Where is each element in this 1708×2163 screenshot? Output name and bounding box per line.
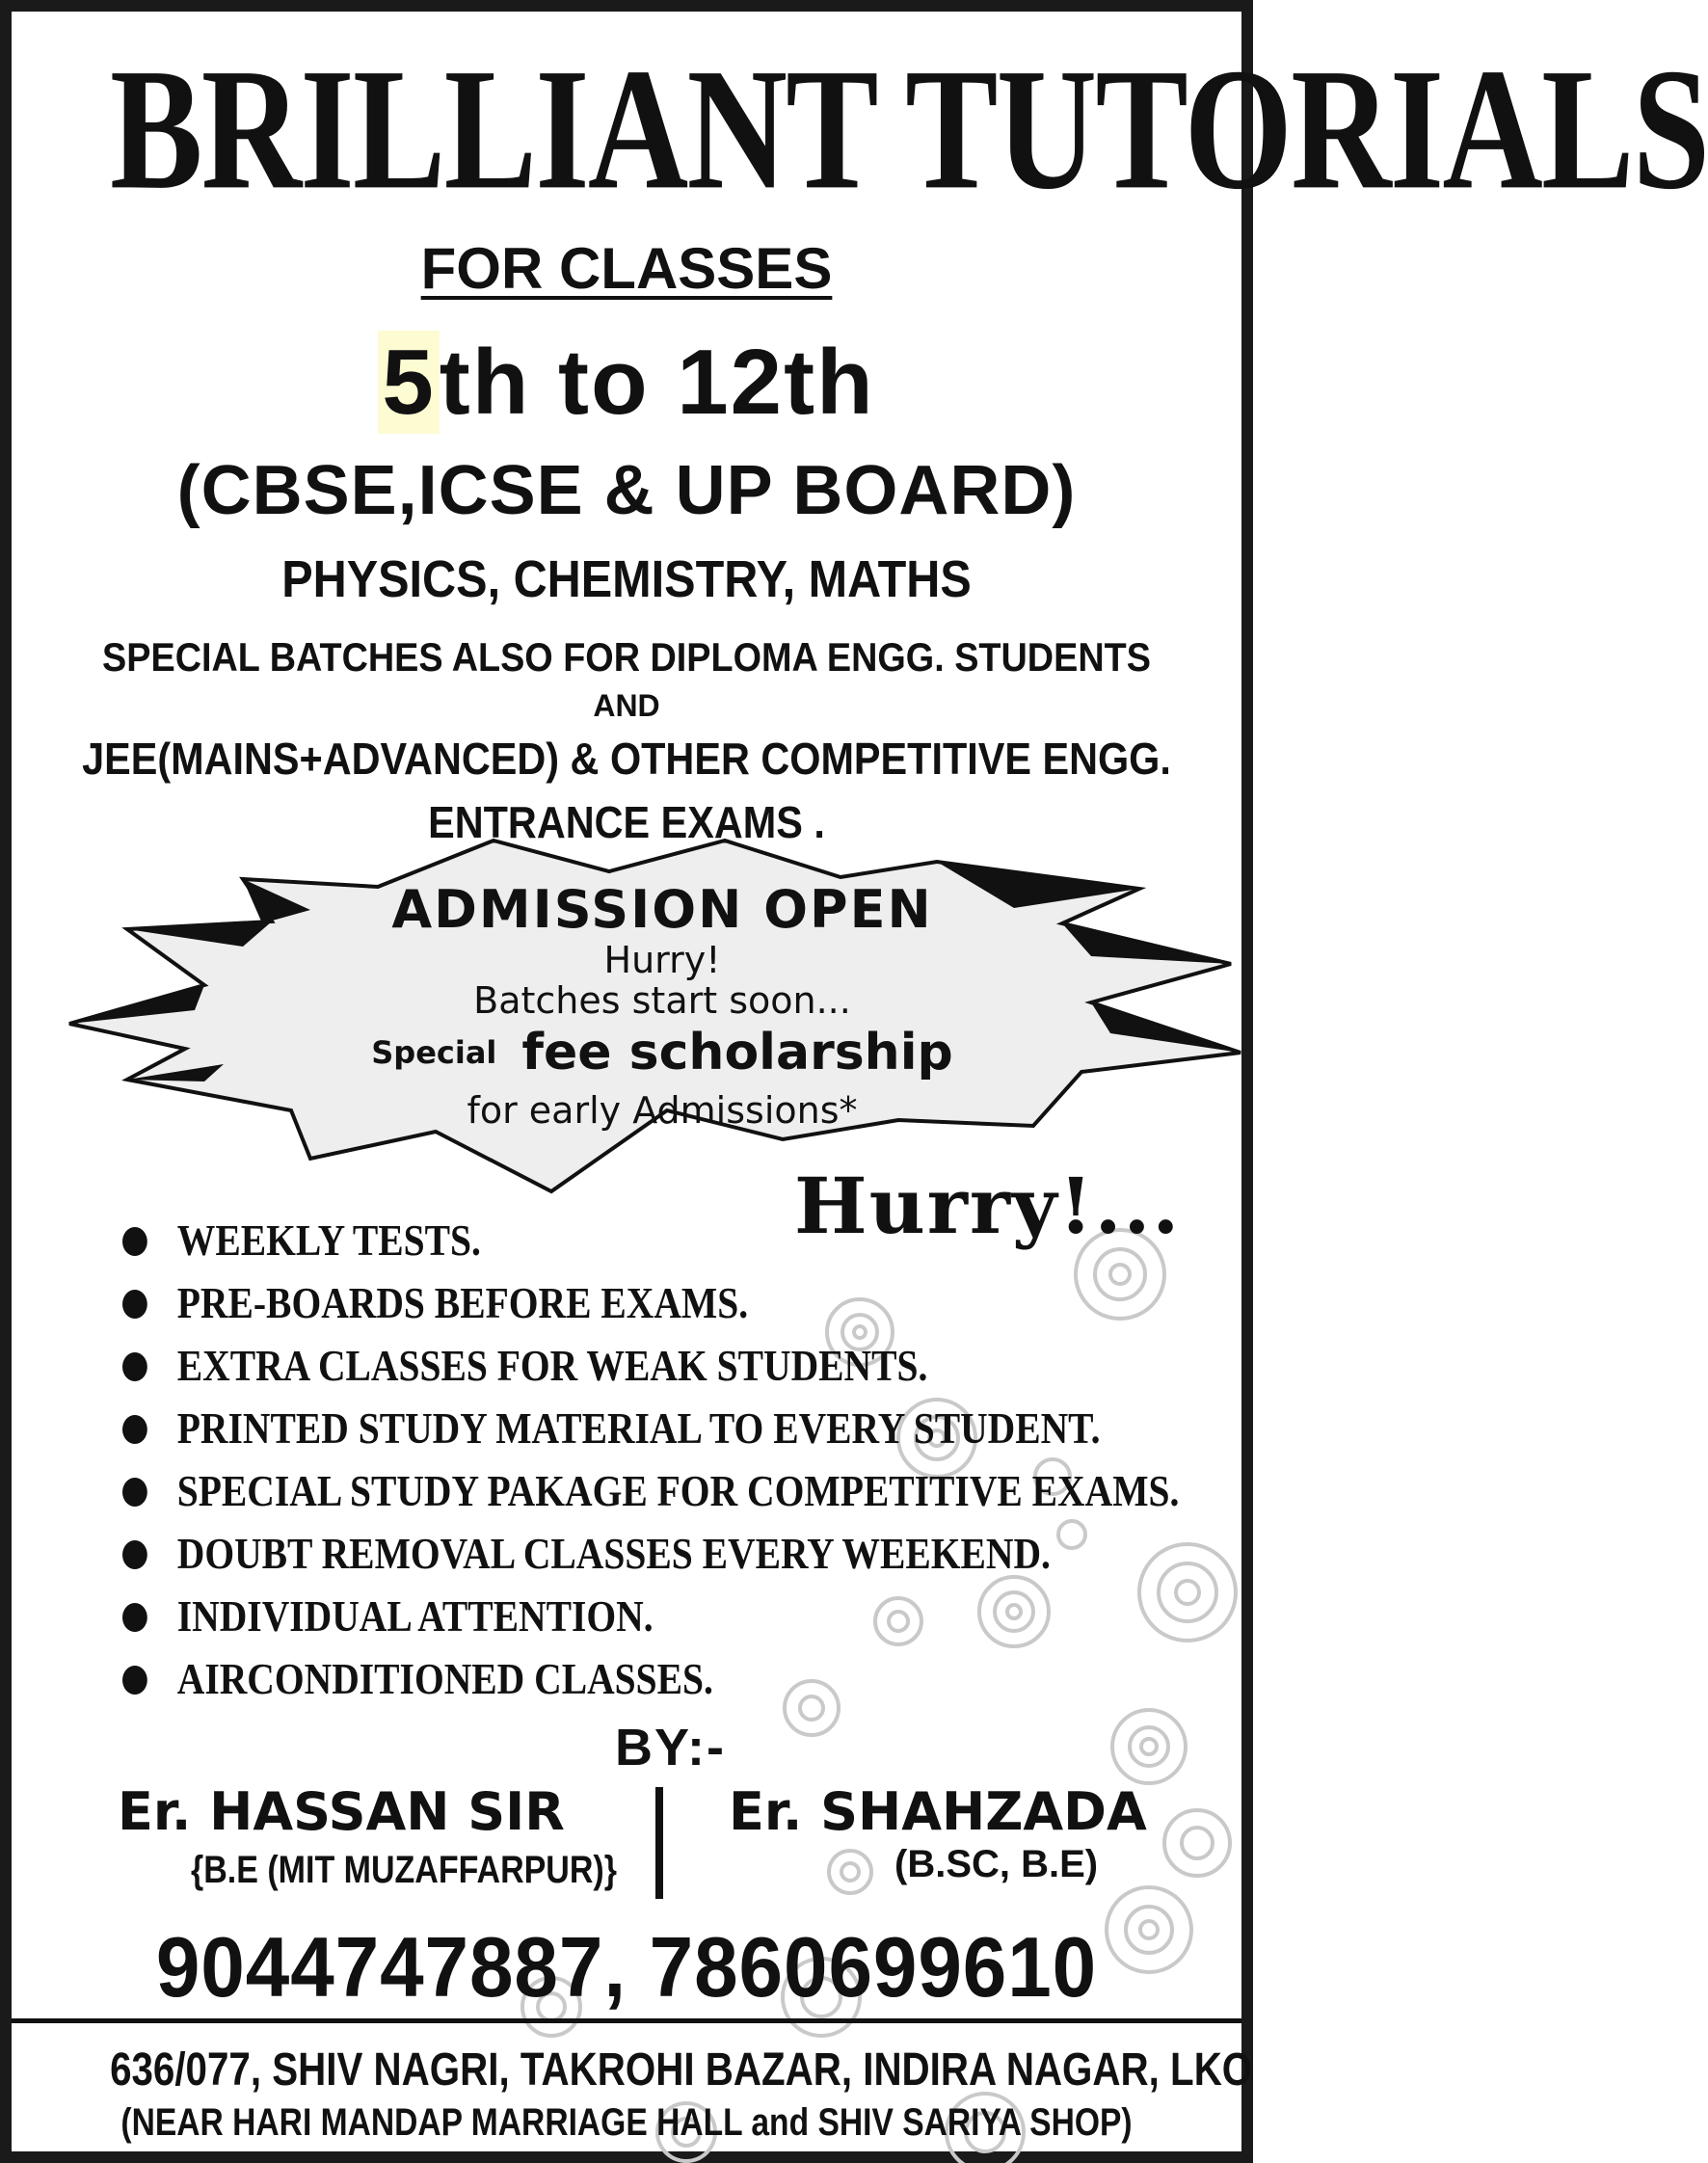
brand-title: BRILLIANT TUTORIALS [110,33,1708,227]
classes-range-rest: th to 12th [439,331,875,434]
admission-heading: ADMISSION OPEN [391,879,933,940]
jee-line: JEE(MAINS+ADVANCED) & OTHER COMPETITIVE ENGG. [82,734,1171,784]
for-classes-heading: FOR CLASSES [420,236,833,301]
scholarship-line [253,1024,1072,1082]
list-item: PRE-BOARDS BEFORE EXAMS. [122,1276,1179,1339]
hurry-callout: Hurry!... [794,1161,1182,1251]
list-item: PRINTED STUDY MATERIAL TO EVERY STUDENT. [122,1402,1179,1464]
batches-start-text: Batches start soon... [473,979,851,1022]
bullet-icon [122,1352,147,1381]
phone-numbers: 9044747887, 7860699610 [155,1919,1098,2015]
fee-scholarship-text: fee scholarship [521,1024,953,1082]
special-word: Special [371,1034,497,1071]
teacher-name-shahzada: Er. SHAHZADA [729,1781,1147,1842]
address-line-1: 636/077, SHIV NAGRI, TAKROHI BAZAR, INDIRA NAGAR, LKO [110,2044,1253,2096]
teacher-name-hassan: Er. HASSAN SIR [118,1781,565,1842]
special-batches-line: SPECIAL BATCHES ALSO FOR DIPLOMA ENGG. STUDENTS [102,634,1151,680]
list-item: EXTRA CLASSES FOR WEAK STUDENTS. [122,1339,1179,1402]
bullet-icon [122,1540,147,1569]
bullet-icon [122,1603,147,1632]
by-label: BY:- [615,1719,726,1776]
early-admissions-text: for early Admissions* [467,1089,858,1132]
and-word: AND [593,688,660,723]
bullet-icon [122,1666,147,1695]
bullet-icon [122,1478,147,1507]
teacher-qualification-hassan: {B.E (MIT MUZAFFARPUR)} [191,1849,617,1891]
teacher-divider [655,1787,663,1899]
admission-hurry: Hurry! [603,939,721,981]
footer-divider [12,2018,1241,2023]
list-item: AIRCONDITIONED CLASSES. [122,1652,1179,1715]
features-list [122,1214,1351,1715]
list-item: SPECIAL STUDY PAKAGE FOR COMPETITIVE EXAMS. [122,1464,1179,1527]
bullet-icon [122,1227,147,1256]
entrance-line: ENTRANCE EXAMS . [428,797,825,847]
teacher-qualification-shahzada: (B.SC, B.E) [894,1843,1099,1885]
list-item: INDIVIDUAL ATTENTION. [122,1589,1179,1652]
classes-range [12,330,1241,436]
boards-line: (CBSE,ICSE & UP BOARD) [176,452,1077,529]
address-line-2: (NEAR HARI MANDAP MARRIAGE HALL and SHIV SARIYA SHOP) [120,2101,1133,2144]
subjects-line: PHYSICS, CHEMISTRY, MATHS [281,550,972,608]
list-item: DOUBT REMOVAL CLASSES EVERY WEEKEND. [122,1527,1179,1589]
list-item: WEEKLY TESTS. [122,1214,1179,1276]
highlighted-digit: 5 [378,331,439,434]
bullet-icon [122,1290,147,1319]
bullet-icon [122,1415,147,1444]
